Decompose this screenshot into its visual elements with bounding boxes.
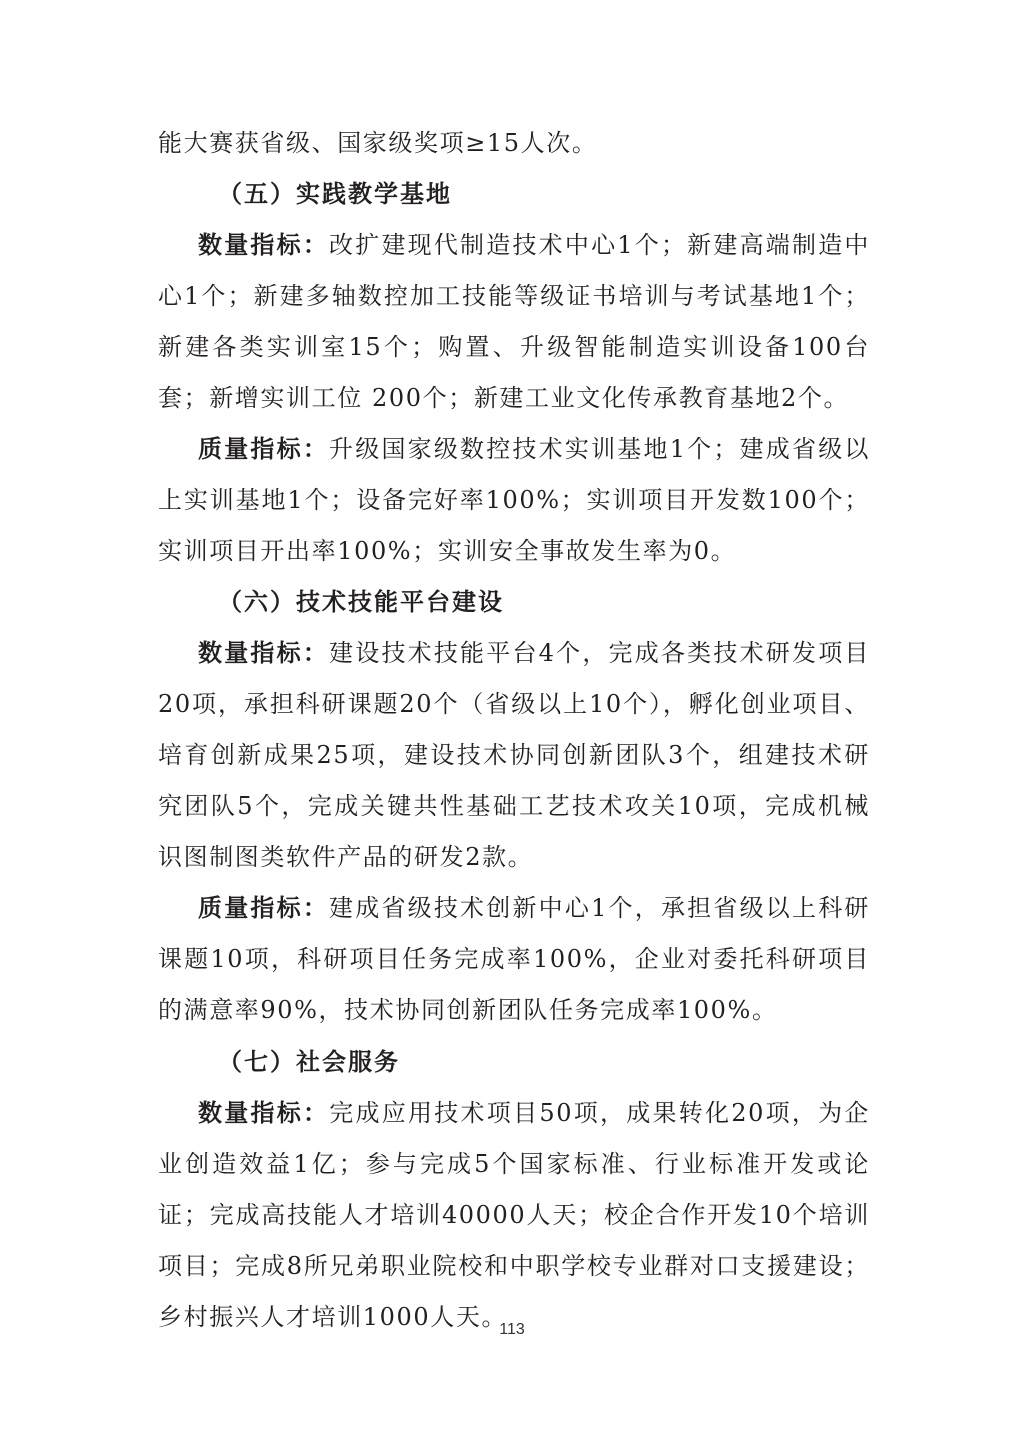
quality-indicator-text: 建成省级技术创新中心1个，承担省级以上科研课题10项，科研项目任务完成率100%，企业对委托科研项目的满意率90%，技术协同创新团队任务完成率100%。 xyxy=(158,894,870,1024)
quality-indicator-text: 升级国家级数控技术实训基地1个；建成省级以上实训基地1个；设备完好率100%；实训项目开发数100个；实训项目开出率100%；实训安全事故发生率为0。 xyxy=(158,435,870,565)
continuation-paragraph: 能大赛获省级、国家级奖项≥15人次。 xyxy=(158,129,598,157)
tech-platform-quality-paragraph xyxy=(158,883,870,1036)
practice-base-quantity-paragraph xyxy=(158,220,870,424)
social-service-quantity-paragraph xyxy=(158,1088,870,1343)
tech-platform-quantity-paragraph xyxy=(158,628,870,883)
quantity-indicator-text: 建设技术技能平台4个，完成各类技术研发项目20项，承担科研课题20个（省级以上10个），孵化创业项目、培育创新成果25项，建设技术协同创新团队3个，组建技术研究团队5个，完成关键共性基础工艺技术攻关10项，完成机械识图制图类软件产品的研发2款。 xyxy=(158,639,870,871)
quantity-indicator-text: 完成应用技术项目50项，成果转化20项，为企业创造效益1亿；参与完成5个国家标准、行业标准开发或论证；完成高技能人才培训40000人天；校企合作开发10个培训项目；完成8所兄弟职业院校和中职学校专业群对口支援建设；乡村振兴人才培训1000人天。 xyxy=(158,1099,871,1331)
section-heading-practice-base: （五）实践教学基地 xyxy=(218,180,452,208)
quality-indicator-label: 质量指标： xyxy=(198,435,330,463)
quality-indicator-label: 质量指标： xyxy=(198,894,330,922)
page-number: 113 xyxy=(499,1321,525,1338)
quantity-indicator-text: 改扩建现代制造技术中心1个；新建高端制造中心1个；新建多轴数控加工技能等级证书培训与考试基地1个；新建各类实训室15个；购置、升级智能制造实训设备100台套；新增实训工位 200个；新建工业文化传承教育基地2个。 xyxy=(158,231,870,412)
quantity-indicator-label: 数量指标： xyxy=(198,1099,330,1127)
practice-base-quality-paragraph xyxy=(158,424,870,577)
quantity-indicator-label: 数量指标： xyxy=(198,231,330,259)
quantity-indicator-label: 数量指标： xyxy=(198,639,330,667)
section-heading-tech-platform: （六）技术技能平台建设 xyxy=(218,588,504,616)
section-heading-social-service: （七）社会服务 xyxy=(218,1048,400,1076)
